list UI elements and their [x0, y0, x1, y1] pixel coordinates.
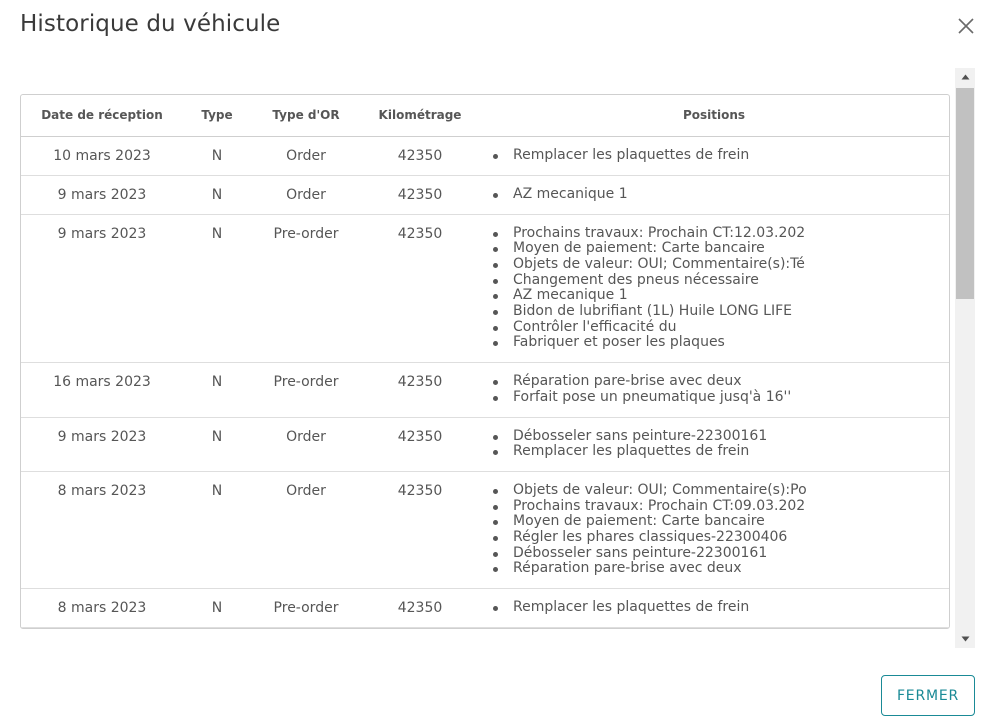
position-item: Bidon de lubrifiant (1L) Huile LONG LIFE	[513, 304, 949, 320]
cell-date: 9 mars 2023	[21, 417, 183, 471]
position-item: Réparation pare-brise avec deux	[513, 561, 949, 577]
position-item: Fabriquer et poser les plaques	[513, 335, 949, 351]
position-item: Débosseler sans peinture-22300161	[513, 546, 949, 562]
cell-date: 8 mars 2023	[21, 589, 183, 628]
position-item: AZ mecanique 1	[513, 187, 949, 203]
cell-mileage: 42350	[361, 417, 479, 471]
cell-positions	[479, 417, 949, 471]
cell-or-type: Pre-order	[251, 363, 361, 417]
position-item: Remplacer les plaquettes de frein	[513, 444, 949, 460]
position-item: Régler les phares classiques-22300406	[513, 530, 949, 546]
position-item: Débosseler sans peinture-22300161	[513, 429, 949, 445]
cell-positions	[479, 471, 949, 588]
cell-type: N	[183, 214, 251, 363]
cell-or-type: Order	[251, 471, 361, 588]
cell-mileage: 42350	[361, 175, 479, 214]
position-item: Moyen de paiement: Carte bancaire	[513, 514, 949, 530]
position-item: Prochains travaux: Prochain CT:09.03.202	[513, 499, 949, 515]
arrow-down-icon	[961, 636, 970, 642]
column-header-positions[interactable]: Positions	[479, 95, 949, 136]
position-item: AZ mecanique 1	[513, 288, 949, 304]
cell-mileage: 42350	[361, 136, 479, 175]
cell-type: N	[183, 471, 251, 588]
cell-type: N	[183, 136, 251, 175]
position-item: Objets de valeur: OUI; Commentaire(s):Po	[513, 483, 949, 499]
cell-mileage: 42350	[361, 589, 479, 628]
scrollbar-thumb[interactable]	[956, 88, 974, 299]
position-item: Prochains travaux: Prochain CT:12.03.202	[513, 226, 949, 242]
close-button[interactable]: FERMER	[881, 675, 975, 716]
scroll-down-button[interactable]	[955, 630, 975, 648]
cell-type: N	[183, 417, 251, 471]
history-table	[21, 95, 949, 628]
position-item: Réparation pare-brise avec deux	[513, 374, 949, 390]
cell-date: 9 mars 2023	[21, 175, 183, 214]
cell-mileage: 42350	[361, 214, 479, 363]
table-row[interactable]	[21, 471, 949, 588]
table-row[interactable]	[21, 175, 949, 214]
scroll-up-button[interactable]	[955, 68, 975, 86]
cell-date: 10 mars 2023	[21, 136, 183, 175]
cell-positions	[479, 136, 949, 175]
cell-positions	[479, 363, 949, 417]
position-item: Moyen de paiement: Carte bancaire	[513, 241, 949, 257]
table-row[interactable]	[21, 214, 949, 363]
cell-positions	[479, 214, 949, 363]
position-item: Remplacer les plaquettes de frein	[513, 148, 949, 164]
table-row[interactable]	[21, 417, 949, 471]
cell-type: N	[183, 363, 251, 417]
cell-date: 8 mars 2023	[21, 471, 183, 588]
table-row[interactable]	[21, 363, 949, 417]
cell-mileage: 42350	[361, 363, 479, 417]
cell-positions	[479, 589, 949, 628]
cell-or-type: Order	[251, 417, 361, 471]
close-dialog-button[interactable]	[955, 15, 977, 37]
cell-mileage: 42350	[361, 471, 479, 588]
column-header-mileage[interactable]: Kilométrage	[361, 95, 479, 136]
cell-date: 16 mars 2023	[21, 363, 183, 417]
cell-or-type: Pre-order	[251, 214, 361, 363]
table-header-row	[21, 95, 949, 136]
cell-or-type: Order	[251, 136, 361, 175]
cell-or-type: Pre-order	[251, 589, 361, 628]
table-row[interactable]	[21, 589, 949, 628]
close-icon	[958, 18, 974, 34]
position-item: Remplacer les plaquettes de frein	[513, 600, 949, 616]
column-header-date[interactable]: Date de réception	[21, 95, 183, 136]
vertical-scrollbar[interactable]	[955, 68, 975, 648]
cell-type: N	[183, 175, 251, 214]
cell-type: N	[183, 589, 251, 628]
cell-or-type: Order	[251, 175, 361, 214]
cell-date: 9 mars 2023	[21, 214, 183, 363]
history-table-container	[20, 94, 950, 629]
position-item: Changement des pneus nécessaire	[513, 273, 949, 289]
position-item: Objets de valeur: OUI; Commentaire(s):Té	[513, 257, 949, 273]
history-scroll-area	[20, 68, 975, 648]
arrow-up-icon	[961, 74, 970, 80]
position-item: Forfait pose un pneumatique jusq'à 16''	[513, 390, 949, 406]
column-header-type[interactable]: Type	[183, 95, 251, 136]
modal-title: Historique du véhicule	[20, 11, 281, 37]
cell-positions	[479, 175, 949, 214]
column-header-or-type[interactable]: Type d'OR	[251, 95, 361, 136]
position-item: Contrôler l'efficacité du	[513, 320, 949, 336]
table-row[interactable]	[21, 136, 949, 175]
